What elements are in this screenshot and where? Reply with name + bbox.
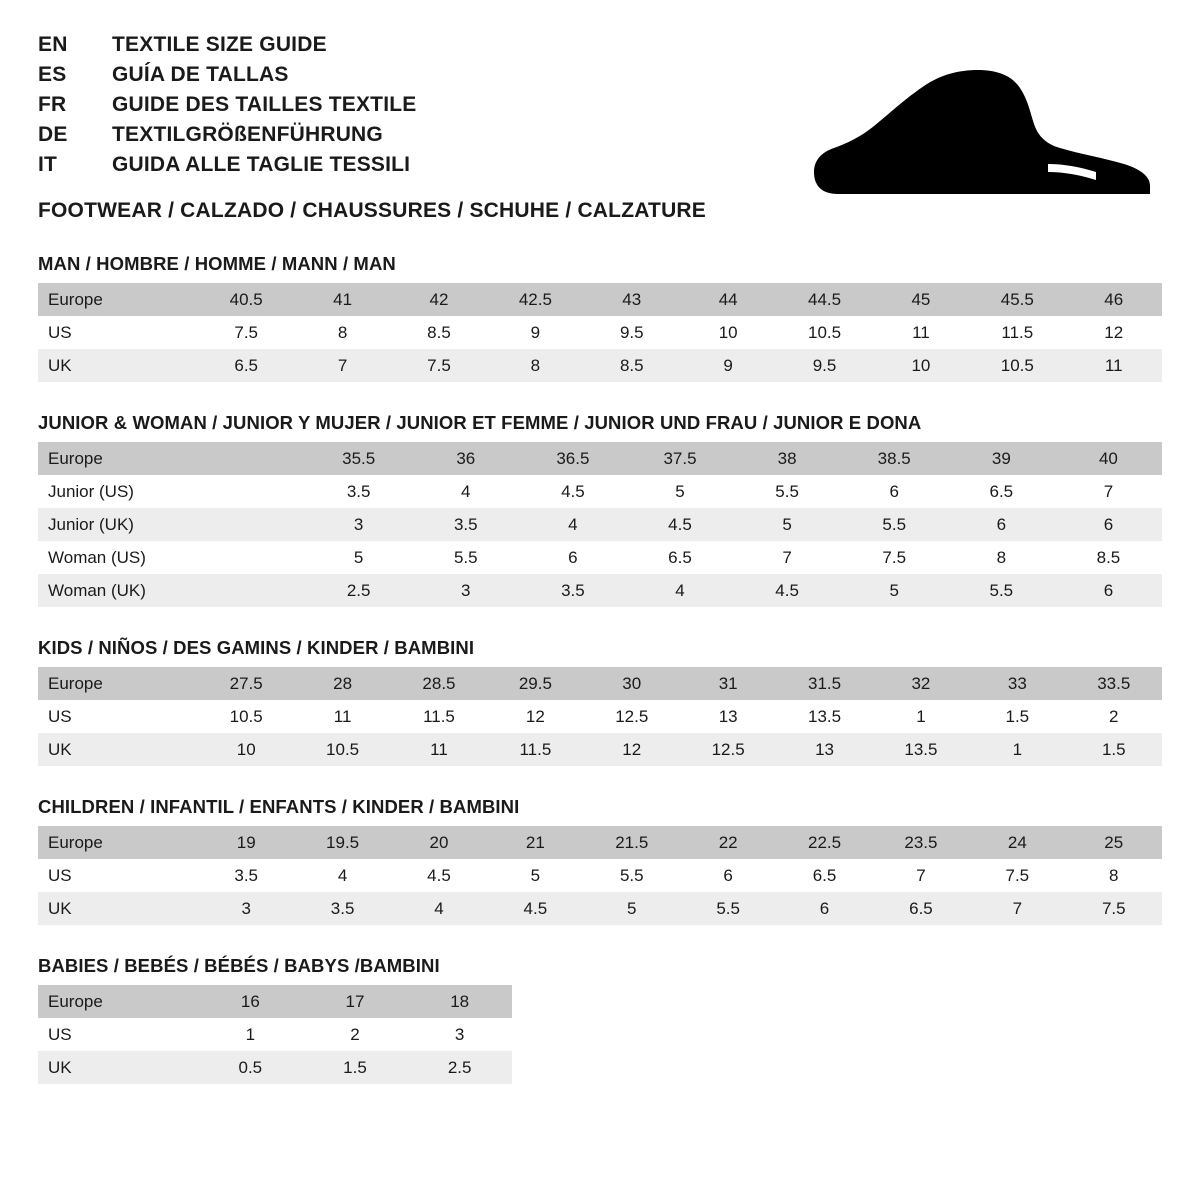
size-cell: 10 [873, 349, 969, 382]
size-table [38, 283, 1162, 382]
size-cell: 13 [680, 700, 776, 733]
language-code: IT [38, 153, 58, 176]
size-cell: 5 [734, 508, 841, 541]
size-cell: 21 [487, 826, 583, 859]
language-code: ES [38, 63, 67, 86]
size-cell: 32 [873, 667, 969, 700]
size-cell: 28.5 [391, 667, 487, 700]
size-cell: 35.5 [305, 442, 412, 475]
size-cell: 16 [198, 985, 303, 1018]
size-cell: 3.5 [294, 892, 390, 925]
size-cell: 27.5 [198, 667, 294, 700]
size-cell: 4.5 [487, 892, 583, 925]
size-cell: 38.5 [841, 442, 948, 475]
table-row [38, 349, 1162, 382]
size-cell: 45.5 [969, 283, 1065, 316]
row-label: Europe [38, 826, 198, 859]
size-cell: 12 [584, 733, 680, 766]
row-label: Europe [38, 985, 198, 1018]
size-cell: 9.5 [776, 349, 872, 382]
table-row [38, 442, 1162, 475]
size-cell: 9 [680, 349, 776, 382]
size-cell: 5 [584, 892, 680, 925]
size-cell: 6 [841, 475, 948, 508]
size-cell: 23.5 [873, 826, 969, 859]
size-cell: 2.5 [407, 1051, 512, 1084]
table-row [38, 892, 1162, 925]
size-cell: 4.5 [626, 508, 733, 541]
size-cell: 22 [680, 826, 776, 859]
size-cell: 6 [519, 541, 626, 574]
size-cell: 8.5 [391, 316, 487, 349]
size-cell: 45 [873, 283, 969, 316]
size-cell: 1 [198, 1018, 303, 1051]
size-cell: 46 [1066, 283, 1162, 316]
language-code: DE [38, 123, 68, 146]
size-cell: 9.5 [584, 316, 680, 349]
table-row [38, 733, 1162, 766]
size-cell: 6 [680, 859, 776, 892]
size-cell: 13.5 [776, 700, 872, 733]
size-cell: 7 [734, 541, 841, 574]
size-cell: 10.5 [776, 316, 872, 349]
size-cell: 9 [487, 316, 583, 349]
size-cell: 7.5 [969, 859, 1065, 892]
size-cell: 41 [294, 283, 390, 316]
table-row [38, 859, 1162, 892]
size-cell: 5 [487, 859, 583, 892]
footwear-heading: FOOTWEAR / CALZADO / CHAUSSURES / SCHUHE / CALZATURE [38, 199, 707, 222]
size-cell: 4 [294, 859, 390, 892]
row-label: UK [38, 349, 198, 382]
size-cell: 5.5 [680, 892, 776, 925]
size-cell: 5 [626, 475, 733, 508]
size-cell: 42 [391, 283, 487, 316]
language-list [38, 34, 706, 175]
size-cell: 5.5 [948, 574, 1055, 607]
table-row [38, 574, 1162, 607]
size-tables [38, 253, 1162, 1084]
size-cell: 11.5 [487, 733, 583, 766]
size-cell: 5 [841, 574, 948, 607]
size-cell: 4.5 [519, 475, 626, 508]
table-row [38, 541, 1162, 574]
size-table-block [38, 796, 1162, 925]
size-table-block [38, 412, 1162, 607]
size-cell: 24 [969, 826, 1065, 859]
size-cell: 10 [198, 733, 294, 766]
size-cell: 1 [969, 733, 1065, 766]
size-cell: 33.5 [1066, 667, 1162, 700]
size-cell: 4 [412, 475, 519, 508]
size-cell: 4.5 [734, 574, 841, 607]
size-cell: 3 [412, 574, 519, 607]
table-row [38, 508, 1162, 541]
size-cell: 7 [1055, 475, 1162, 508]
row-label: US [38, 700, 198, 733]
row-label: UK [38, 733, 198, 766]
size-cell: 40.5 [198, 283, 294, 316]
size-cell: 8 [487, 349, 583, 382]
row-label: Europe [38, 667, 198, 700]
row-label: US [38, 1018, 198, 1051]
row-label: UK [38, 1051, 198, 1084]
size-cell: 5.5 [412, 541, 519, 574]
size-cell: 36 [412, 442, 519, 475]
size-cell: 8.5 [584, 349, 680, 382]
size-cell: 40 [1055, 442, 1162, 475]
size-cell: 7.5 [1066, 892, 1162, 925]
size-cell: 5 [305, 541, 412, 574]
size-cell: 7.5 [198, 316, 294, 349]
size-cell: 6.5 [198, 349, 294, 382]
language-row [38, 94, 706, 115]
header-text-column [38, 34, 706, 223]
size-cell [198, 475, 305, 508]
table-row [38, 1051, 512, 1084]
size-cell: 2.5 [305, 574, 412, 607]
size-cell: 12.5 [584, 700, 680, 733]
size-cell: 20 [391, 826, 487, 859]
size-cell: 6.5 [948, 475, 1055, 508]
size-cell: 7.5 [841, 541, 948, 574]
table-row [38, 1018, 512, 1051]
row-label: US [38, 316, 198, 349]
size-cell: 6.5 [626, 541, 733, 574]
size-cell: 3 [305, 508, 412, 541]
language-title: TEXTILE SIZE GUIDE [112, 33, 327, 56]
size-cell: 5.5 [734, 475, 841, 508]
size-cell: 13 [776, 733, 872, 766]
size-cell: 10 [680, 316, 776, 349]
row-label: UK [38, 892, 198, 925]
size-cell: 1.5 [969, 700, 1065, 733]
size-table-title: KIDS / NIÑOS / DES GAMINS / KINDER / BAMBINI [38, 637, 475, 658]
size-cell: 43 [584, 283, 680, 316]
size-cell: 3.5 [305, 475, 412, 508]
size-cell: 1 [873, 700, 969, 733]
size-cell: 12 [1066, 316, 1162, 349]
size-table-block [38, 637, 1162, 766]
size-cell: 10.5 [198, 700, 294, 733]
size-cell: 19.5 [294, 826, 390, 859]
size-cell: 44.5 [776, 283, 872, 316]
language-row [38, 124, 706, 145]
size-cell: 11.5 [391, 700, 487, 733]
document-header [38, 34, 1162, 223]
size-cell: 6 [1055, 508, 1162, 541]
language-title: TEXTILGRÖßENFÜHRUNG [112, 123, 383, 146]
size-cell: 39 [948, 442, 1055, 475]
size-cell: 3.5 [412, 508, 519, 541]
row-label: Woman (US) [38, 541, 198, 574]
size-table-title: CHILDREN / INFANTIL / ENFANTS / KINDER / BAMBINI [38, 796, 520, 817]
language-title: GUIDA ALLE TAGLIE TESSILI [112, 153, 411, 176]
language-title: GUIDE DES TAILLES TEXTILE [112, 93, 417, 116]
size-cell: 8 [948, 541, 1055, 574]
table-row [38, 283, 1162, 316]
size-cell: 21.5 [584, 826, 680, 859]
size-cell: 3 [407, 1018, 512, 1051]
table-row [38, 316, 1162, 349]
size-cell: 1.5 [303, 1051, 408, 1084]
size-table-block [38, 253, 1162, 382]
table-row [38, 700, 1162, 733]
row-label: Woman (UK) [38, 574, 198, 607]
size-cell: 2 [303, 1018, 408, 1051]
size-cell: 13.5 [873, 733, 969, 766]
size-cell: 10.5 [294, 733, 390, 766]
size-cell: 5.5 [841, 508, 948, 541]
size-cell: 12.5 [680, 733, 776, 766]
size-cell: 19 [198, 826, 294, 859]
size-cell: 31.5 [776, 667, 872, 700]
dress-shoe-icon [812, 68, 1152, 198]
size-table [38, 985, 512, 1084]
size-cell [198, 574, 305, 607]
size-cell: 7.5 [391, 349, 487, 382]
size-table-title: MAN / HOMBRE / HOMME / MANN / MAN [38, 253, 396, 274]
size-cell: 18 [407, 985, 512, 1018]
size-cell: 33 [969, 667, 1065, 700]
row-label: US [38, 859, 198, 892]
size-cell: 3.5 [198, 859, 294, 892]
size-cell: 25 [1066, 826, 1162, 859]
size-cell: 10.5 [969, 349, 1065, 382]
size-table [38, 667, 1162, 766]
size-cell: 30 [584, 667, 680, 700]
size-cell: 38 [734, 442, 841, 475]
size-cell: 11 [294, 700, 390, 733]
size-cell: 42.5 [487, 283, 583, 316]
size-cell: 3.5 [519, 574, 626, 607]
size-cell [198, 508, 305, 541]
size-cell: 11 [873, 316, 969, 349]
size-cell: 31 [680, 667, 776, 700]
table-row [38, 475, 1162, 508]
size-cell: 4 [391, 892, 487, 925]
size-cell: 17 [303, 985, 408, 1018]
size-cell: 44 [680, 283, 776, 316]
size-cell: 29.5 [487, 667, 583, 700]
row-label: Europe [38, 283, 198, 316]
size-cell: 7 [294, 349, 390, 382]
language-code: FR [38, 93, 67, 116]
size-cell: 5.5 [584, 859, 680, 892]
table-row [38, 826, 1162, 859]
size-cell: 6.5 [776, 859, 872, 892]
size-cell: 22.5 [776, 826, 872, 859]
size-cell: 4.5 [391, 859, 487, 892]
size-cell: 8 [294, 316, 390, 349]
size-cell: 7 [969, 892, 1065, 925]
size-cell: 7 [873, 859, 969, 892]
table-row [38, 667, 1162, 700]
size-cell: 4 [626, 574, 733, 607]
language-title: GUÍA DE TALLAS [112, 63, 289, 86]
table-row [38, 985, 512, 1018]
size-table [38, 826, 1162, 925]
size-cell: 12 [487, 700, 583, 733]
size-cell: 6 [1055, 574, 1162, 607]
language-row [38, 64, 706, 85]
size-cell [198, 541, 305, 574]
size-cell: 6.5 [873, 892, 969, 925]
language-row [38, 34, 706, 55]
size-cell: 28 [294, 667, 390, 700]
size-table-title: BABIES / BEBÉS / BÉBÉS / BABYS /BAMBINI [38, 955, 440, 976]
size-table [38, 442, 1162, 607]
language-code: EN [38, 33, 68, 56]
size-cell: 37.5 [626, 442, 733, 475]
shoe-illustration [802, 34, 1162, 198]
size-cell: 0.5 [198, 1051, 303, 1084]
row-label: Junior (UK) [38, 508, 198, 541]
size-cell: 11 [1066, 349, 1162, 382]
size-cell: 11.5 [969, 316, 1065, 349]
size-cell: 11 [391, 733, 487, 766]
row-label: Europe [38, 442, 198, 475]
size-cell: 6 [776, 892, 872, 925]
size-cell: 1.5 [1066, 733, 1162, 766]
size-cell: 4 [519, 508, 626, 541]
size-cell [198, 442, 305, 475]
size-cell: 8 [1066, 859, 1162, 892]
size-table-block [38, 955, 1162, 1084]
size-table-title: JUNIOR & WOMAN / JUNIOR Y MUJER / JUNIOR ET FEMME / JUNIOR UND FRAU / JUNIOR E DONA [38, 412, 922, 433]
size-cell: 8.5 [1055, 541, 1162, 574]
size-cell: 36.5 [519, 442, 626, 475]
language-row [38, 154, 706, 175]
size-cell: 2 [1066, 700, 1162, 733]
size-cell: 6 [948, 508, 1055, 541]
size-cell: 3 [198, 892, 294, 925]
row-label: Junior (US) [38, 475, 198, 508]
